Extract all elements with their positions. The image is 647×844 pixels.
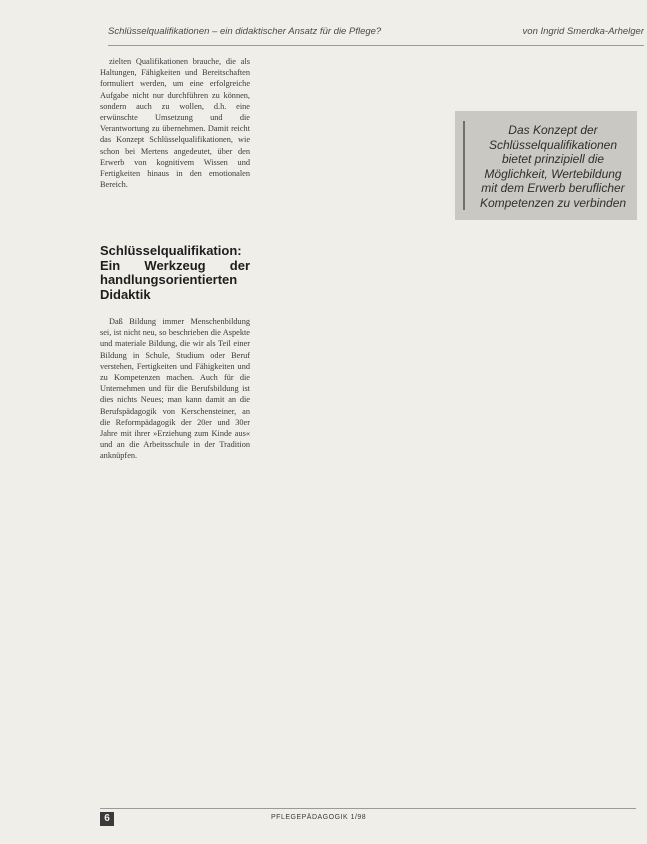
paragraph — [455, 56, 637, 67]
column-1 — [100, 56, 250, 786]
column-3 — [455, 56, 637, 786]
running-header — [108, 26, 644, 42]
paragraph: zielten Qualifikationen brauche, die als Haltungen, Fähigkeiten und Bereitschaften formuliert werden, um eine erfolgreiche Aufgabe nicht nur durchführen zu können, sondern auch zu wollen, d.h. eine erwünschte Umsetzung und die Verantwortung zu übernehmen. Damit reicht das Konzept Schlüsselqualifikationen, wie schon bei Mertens angedeutet, über den Erwerb von kognitivem Wissen und Fertigkeiten hinaus in den emotionalen Bereich. — [100, 57, 250, 190]
paragraph — [271, 90, 437, 101]
page-number: 6 — [100, 812, 114, 826]
pull-quote-text: Das Konzept der Schlüsselqualifikationen bietet prinzipiell die Möglichkeit, Wertebildung mit dem Erwerb beruflicher Kompetenzen zu verbinden — [479, 123, 627, 210]
paragraph — [271, 73, 437, 84]
paragraph — [271, 107, 437, 118]
paragraph — [455, 234, 637, 245]
column-2 — [271, 56, 437, 786]
paragraph — [455, 90, 637, 101]
header-title: Schlüsselqualifikationen – ein didaktischer Ansatz für die Pflege? — [108, 26, 382, 37]
header-rule — [108, 45, 644, 46]
column-1-body — [100, 316, 250, 502]
paragraph — [100, 468, 250, 479]
pull-quote — [455, 111, 637, 220]
paragraph — [455, 73, 637, 84]
section-heading: Schlüsselqualifikation: Ein Werkzeug der handlungsorientierten Didaktik — [100, 243, 250, 302]
paragraph: Daß Bildung immer Menschenbildung sei, ist nicht neu, so beschrieben die Aspekte und materiale Bildung, die wir als Teil einer Bildung in Schule, Studium oder Beruf verstehen, Fertigkeiten und Fähigkeiten und zu Kompetenzen machen. Auch für die Unternehmen und für die Berufsbildung ist dies nichts Neues; man kann damit an die Berufspädagogik von Kerschensteiner, an die Reformpädagogik der 20er und 30er Jahre mit ihrer »Erziehung zum Kinde aus« und an die Arbeitsschule in der Tradition anknüpfen. — [100, 317, 250, 461]
pull-quote-bar — [463, 121, 465, 210]
column-1-intro — [100, 56, 250, 196]
journal-name: PFLEGEPÄDAGOGIK 1/98 — [271, 814, 367, 821]
paragraph — [271, 124, 437, 135]
paragraph — [271, 56, 437, 67]
header-author: von Ingrid Smerdka-Arhelger — [522, 26, 644, 37]
footer-rule — [100, 808, 636, 809]
paragraph — [455, 251, 637, 262]
paragraph — [100, 485, 250, 496]
page-footer — [100, 812, 636, 828]
